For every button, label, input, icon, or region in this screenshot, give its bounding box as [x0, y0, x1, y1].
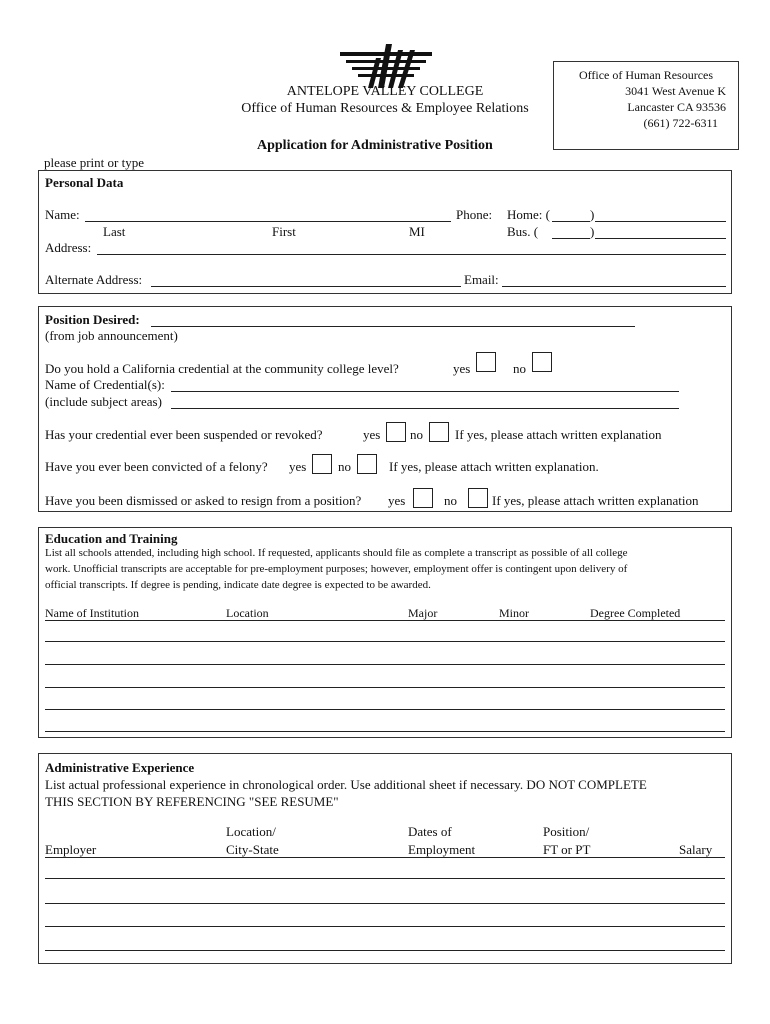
credential-name-label: Name of Credential(s):	[45, 377, 165, 392]
education-row-1[interactable]	[45, 641, 725, 642]
dismissed-note: If yes, please attach written explanation	[492, 493, 699, 508]
education-row-2[interactable]	[45, 664, 725, 665]
experience-row-3[interactable]	[45, 926, 725, 927]
form-title: Application for Administrative Position	[257, 138, 493, 153]
education-instructions-1: List all schools attended, including high school. If requested, applicants should file as complete a transcript as possible of all college	[45, 547, 628, 559]
college-logo	[340, 44, 432, 88]
credential-no-checkbox[interactable]	[532, 352, 552, 372]
email-field[interactable]	[502, 286, 726, 287]
credential-no-label: no	[513, 361, 526, 376]
bus-close-paren: )	[590, 224, 595, 239]
credential-question: Do you hold a California credential at the community college level?	[45, 361, 399, 376]
experience-heading: Administrative Experience	[45, 760, 195, 775]
experience-row-2[interactable]	[45, 903, 725, 904]
dismissed-yes-checkbox[interactable]	[413, 488, 433, 508]
email-label: Email:	[464, 272, 499, 287]
col-location: Location	[226, 606, 269, 620]
credential-yes-checkbox[interactable]	[476, 352, 496, 372]
address-line-2: 3041 West Avenue K	[625, 84, 726, 98]
suspended-yes-label: yes	[363, 427, 381, 442]
position-desired-label: Position Desired:	[45, 312, 140, 327]
bus-phone-field[interactable]	[595, 238, 726, 239]
col-minor: Minor	[499, 606, 529, 620]
home-area-code-field[interactable]	[552, 221, 590, 222]
dismissed-no-label: no	[444, 493, 457, 508]
position-desired-field[interactable]	[151, 326, 635, 327]
name-field[interactable]	[85, 221, 451, 222]
col-dates-2: Employment	[408, 842, 476, 857]
suspended-note: If yes, please attach written explanation	[455, 427, 662, 442]
felony-yes-label: yes	[289, 459, 307, 474]
col-position-2: FT or PT	[543, 842, 591, 857]
education-instructions-3: official transcripts. If degree is pending, indicate date degree is expected to be awarded.	[45, 579, 431, 591]
subject-areas-label: (include subject areas)	[45, 394, 162, 409]
col-location-1: Location/	[226, 824, 276, 839]
suspended-no-label: no	[410, 427, 423, 442]
mi-label: MI	[409, 224, 425, 239]
home-close-paren: )	[590, 207, 595, 222]
address-line-1: Office of Human Resources	[578, 68, 714, 82]
bus-area-code-field[interactable]	[552, 238, 590, 239]
education-instructions-2: work. Unofficial transcripts are acceptable for pre-employment purposes; however, employment offer is contingent upon delivery of	[45, 563, 628, 575]
experience-row-1[interactable]	[45, 878, 725, 879]
suspended-no-checkbox[interactable]	[429, 422, 449, 442]
felony-question: Have you ever been convicted of a felony?	[45, 459, 268, 474]
position-section	[38, 306, 732, 512]
col-institution: Name of Institution	[45, 606, 139, 620]
col-salary: Salary	[679, 842, 713, 857]
credential-yes-label: yes	[453, 361, 471, 376]
col-employer: Employer	[45, 842, 97, 857]
home-phone-field[interactable]	[595, 221, 726, 222]
alternate-address-label: Alternate Address:	[45, 272, 143, 287]
college-name: ANTELOPE VALLEY COLLEGE	[286, 84, 484, 99]
col-major: Major	[408, 606, 438, 620]
education-row-3[interactable]	[45, 687, 725, 688]
credential-name-field[interactable]	[171, 391, 679, 392]
office-name: Office of Human Resources & Employee Relations	[241, 101, 529, 116]
felony-yes-checkbox[interactable]	[312, 454, 332, 474]
dismissed-no-checkbox[interactable]	[468, 488, 488, 508]
experience-row-4[interactable]	[45, 950, 725, 951]
name-label: Name:	[45, 207, 80, 222]
education-row-4[interactable]	[45, 709, 725, 710]
suspended-question: Has your credential ever been suspended or revoked?	[45, 427, 323, 442]
col-dates-1: Dates of	[408, 824, 452, 839]
last-name-label: Last	[103, 224, 126, 239]
personal-data-heading: Personal Data	[45, 175, 124, 190]
address-box	[553, 61, 739, 150]
felony-note: If yes, please attach written explanation.	[389, 459, 599, 474]
address-line-4: (661) 722-6311	[643, 116, 718, 130]
experience-section	[38, 753, 732, 964]
experience-instructions-1: List actual professional experience in chronological order. Use additional sheet if necessary. DO NOT COMPLETE	[45, 777, 647, 792]
felony-no-label: no	[338, 459, 351, 474]
dismissed-yes-label: yes	[388, 493, 406, 508]
subject-areas-field[interactable]	[171, 408, 679, 409]
education-row-5[interactable]	[45, 731, 725, 732]
col-position-1: Position/	[543, 824, 590, 839]
bus-phone-label: Bus. (	[507, 224, 539, 239]
education-header-underline	[45, 620, 725, 621]
home-phone-label: Home: (	[507, 207, 550, 222]
education-heading: Education and Training	[45, 531, 178, 546]
dismissed-question: Have you been dismissed or asked to resign from a position?	[45, 493, 362, 508]
address-label: Address:	[45, 240, 92, 255]
alternate-address-field[interactable]	[151, 286, 461, 287]
address-line-3: Lancaster CA 93536	[627, 100, 726, 114]
experience-header-underline	[45, 857, 725, 858]
first-name-label: First	[272, 224, 296, 239]
col-degree: Degree Completed	[590, 606, 681, 620]
personal-data-section	[38, 170, 732, 294]
felony-no-checkbox[interactable]	[357, 454, 377, 474]
col-location-2: City-State	[226, 842, 279, 857]
phone-label: Phone:	[456, 207, 493, 222]
experience-instructions-2: THIS SECTION BY REFERENCING "SEE RESUME"	[45, 794, 339, 809]
print-note: please print or type	[44, 155, 144, 170]
address-field[interactable]	[97, 254, 726, 255]
position-desired-sub: (from job announcement)	[45, 328, 178, 343]
education-section	[38, 527, 732, 738]
suspended-yes-checkbox[interactable]	[386, 422, 406, 442]
